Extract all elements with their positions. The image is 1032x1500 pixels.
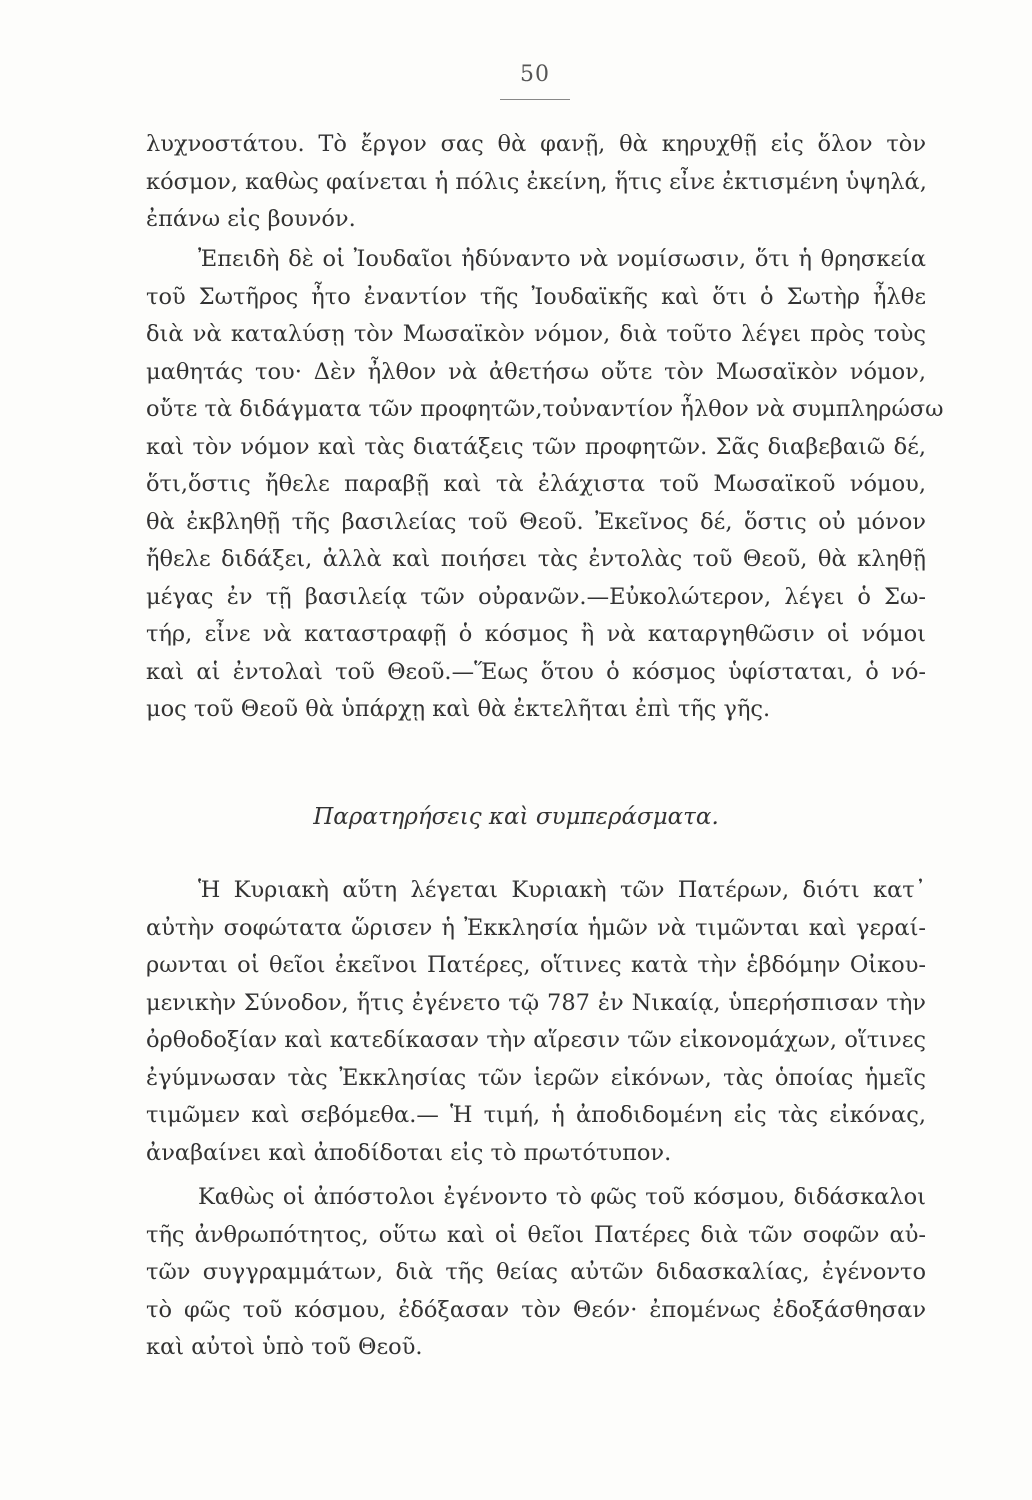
text-line: τοῦ Σωτῆρος ἦτο ἐναντίον τῆς Ἰουδαϊκῆς καὶ ὅτι ὁ Σωτὴρ ἦλθε bbox=[146, 283, 926, 310]
text-line: ρωνται οἱ θεῖοι ἐκεῖνοι Πατέρες, οἵτινες κατὰ τὴν ἑβδόμην Οἰκου- bbox=[146, 952, 926, 978]
text-line: ἐγύμνωσαν τὰς Ἐκκλησίας τῶν ἱερῶν εἰκόνων, τὰς ὁποίας ἡμεῖς bbox=[146, 1064, 926, 1091]
text-line: καὶ αὐτοὶ ὑπὸ τοῦ Θεοῦ. bbox=[146, 1334, 423, 1360]
text-line: Καθὼς οἱ ἀπόστολοι ἐγένοντο τὸ φῶς τοῦ κόσμου, διδάσκαλοι bbox=[198, 1184, 926, 1210]
text-line: αὐτὴν σοφώτατα ὥρισεν ἡ Ἐκκλησία ἡμῶν νὰ τιμῶνται καὶ γεραί- bbox=[146, 914, 926, 941]
text-line: οὔτε τὰ διδάγματα τῶν προφητῶν,τοὐναντίον ἦλθον νὰ συμπληρώσω bbox=[146, 396, 944, 422]
text-line: ἀναβαίνει καὶ ἀποδίδοται εἰς τὸ πρωτότυπον. bbox=[146, 1139, 672, 1166]
text-line: Ἡ Κυριακὴ αὕτη λέγεται Κυριακὴ τῶν Πατέρων, διότι κατ᾿ bbox=[198, 877, 926, 903]
section-heading: Παρατηρήσεις καὶ συμπεράσματα. bbox=[313, 804, 719, 830]
text-line: καὶ τὸν νόμον καὶ τὰς διατάξεις τῶν προφητῶν. Σᾶς διαβεβαιῶ δέ, bbox=[146, 433, 926, 460]
text-line: τὸ φῶς τοῦ κόσμου, ἐδόξασαν τὸν Θεόν· ἐπομένως ἐδοξάσθησαν bbox=[146, 1296, 926, 1323]
text-line: μέγας ἐν τῇ βασιλείᾳ τῶν οὐρανῶν.—Εὐκολώτερον, λέγει ὁ Σω- bbox=[146, 583, 926, 610]
page-number-rule bbox=[500, 99, 570, 100]
text-line: τιμῶμεν καὶ σεβόμεθα.— Ἡ τιμή, ἡ ἀποδιδομένη εἰς τὰς εἰκόνας, bbox=[146, 1102, 926, 1128]
text-line: ὀρθοδοξίαν καὶ κατεδίκασαν τὴν αἵρεσιν τῶν εἰκονομάχων, οἵτινες bbox=[146, 1027, 926, 1053]
text-line: μος τοῦ Θεοῦ θὰ ὑπάρχῃ καὶ θὰ ἐκτελῆται ἐπὶ τῆς γῆς. bbox=[146, 696, 771, 722]
text-line: μαθητάς του· Δὲν ἦλθον νὰ ἀθετήσω οὔτε τὸν Μωσαϊκὸν νόμον, bbox=[146, 358, 926, 385]
text-line: κόσμον, καθὼς φαίνεται ἡ πόλις ἐκείνη, ἥτις εἶνε ἐκτισμένη ὑψηλά, bbox=[146, 168, 927, 195]
text-line: διὰ νὰ καταλύσῃ τὸν Μωσαϊκὸν νόμον, διὰ τοῦτο λέγει πρὸς τοὺς bbox=[146, 321, 926, 347]
paragraph-sunday-of-fathers bbox=[146, 872, 926, 1172]
text-line: ἤθελε διδάξει, ἀλλὰ καὶ ποιήσει τὰς ἐντολὰς τοῦ Θεοῦ, θὰ κληθῇ bbox=[146, 546, 926, 572]
text-line: τήρ, εἶνε νὰ καταστραφῇ ὁ κόσμος ἢ νὰ καταργηθῶσιν οἱ νόμοι bbox=[146, 621, 926, 647]
paragraph-continuation bbox=[146, 126, 926, 239]
paragraph-mosaic-law bbox=[146, 241, 944, 729]
paragraph-light-of-world bbox=[146, 1179, 926, 1367]
text-line: καὶ αἱ ἐντολαὶ τοῦ Θεοῦ.—Ἕως ὅτου ὁ κόσμος ὑφίσταται, ὁ νό- bbox=[146, 658, 926, 685]
text-line: ὅτι,ὅστις ἤθελε παραβῇ καὶ τὰ ἐλάχιστα τοῦ Μωσαϊκοῦ νόμου, bbox=[146, 471, 926, 497]
text-line: τῆς ἀνθρωπότητος, οὕτω καὶ οἱ θεῖοι Πατέρες διὰ τῶν σοφῶν αὐ- bbox=[146, 1221, 926, 1248]
text-line: μενικὴν Σύνοδον, ἥτις ἐγένετο τῷ 787 ἐν Νικαίᾳ, ὑπερήσπισαν τὴν bbox=[146, 989, 926, 1016]
text-line: ἐπάνω εἰς βουνόν. bbox=[146, 206, 356, 232]
text-line: θὰ ἐκβληθῇ τῆς βασιλείας τοῦ Θεοῦ. Ἐκεῖνος δέ, ὅστις οὐ μόνον bbox=[146, 508, 926, 535]
text-line: λυχνοστάτου. Τὸ ἔργον σας θὰ φανῇ, θὰ κηρυχθῇ εἰς ὅλον τὸν bbox=[146, 131, 926, 157]
page-number: 50 bbox=[520, 62, 550, 87]
text-line: Ἐπειδὴ δὲ οἱ Ἰουδαῖοι ἠδύναντο νὰ νομίσωσιν, ὅτι ἡ θρησκεία bbox=[198, 246, 926, 272]
text-line: τῶν συγγραμμάτων, διὰ τῆς θείας αὐτῶν διδασκαλίας, ἐγένοντο bbox=[146, 1259, 926, 1285]
